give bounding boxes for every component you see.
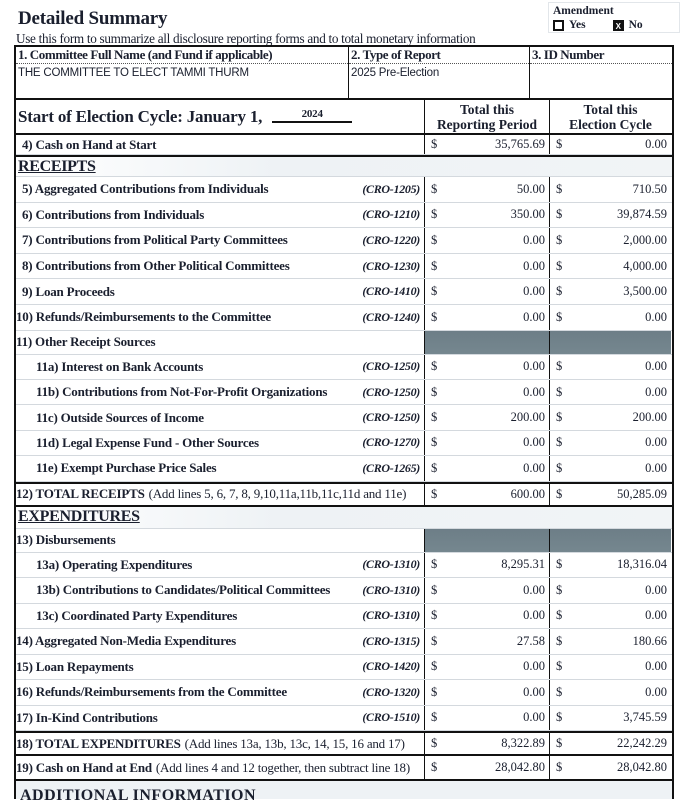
election-cycle-heading (16, 100, 424, 133)
currency-symbol: $ (431, 309, 438, 324)
report-type-label: 2. Type of Report (349, 47, 529, 64)
amount-period-cell[interactable] (424, 405, 549, 429)
amount-period-cell[interactable] (424, 680, 549, 705)
amount-period-cell[interactable] (424, 228, 549, 253)
amount-value: 35,765.69 (495, 137, 545, 151)
table-row-cash-end (16, 756, 672, 779)
column-header-cycle-line1: Total this (583, 102, 638, 117)
row-label: 5) Aggregated Contributions from Individuals (22, 181, 269, 197)
currency-symbol: $ (431, 486, 438, 501)
amount-period-cell[interactable] (424, 629, 549, 654)
amount-value: 0.00 (523, 659, 545, 674)
table-row (16, 553, 672, 579)
amount-cycle-cell[interactable] (549, 405, 671, 429)
amount-value: 50,285.09 (617, 486, 667, 501)
amendment-box (548, 2, 680, 33)
amount-period-cell[interactable] (424, 756, 549, 779)
amount-cycle-cell[interactable] (549, 355, 671, 379)
amount-value: 3,500.00 (623, 284, 667, 299)
amount-period-cell[interactable] (424, 177, 549, 202)
table-row (16, 279, 672, 305)
currency-symbol: $ (556, 309, 563, 324)
currency-symbol: $ (556, 557, 563, 572)
amount-value: 600.00 (510, 486, 545, 501)
amount-cycle-cell[interactable] (549, 484, 671, 505)
form-instructions: Use this form to summarize all disclosure reporting forms and to total monetary information (16, 31, 476, 46)
row-label-cell (16, 553, 424, 578)
form-code: (CRO-1205) (362, 181, 420, 196)
amount-value: 0.00 (645, 359, 667, 374)
form-code: (CRO-1315) (362, 633, 420, 648)
amount-value: 3,745.59 (623, 710, 667, 725)
amount-period-cell[interactable] (424, 355, 549, 379)
amount-value: 39,874.59 (617, 207, 667, 222)
form-code: (CRO-1310) (362, 557, 420, 572)
amount-period-cell[interactable] (424, 706, 549, 731)
amount-cycle-cell[interactable] (549, 756, 671, 779)
amount-value: 0.00 (523, 284, 545, 299)
currency-symbol: $ (556, 760, 563, 775)
amount-value: 4,000.00 (623, 258, 667, 273)
currency-symbol: $ (556, 137, 563, 151)
form-code: (CRO-1310) (362, 582, 420, 597)
amount-cycle-cell[interactable] (549, 629, 671, 654)
amount-cycle-cell[interactable] (549, 380, 671, 404)
amount-value: 0.00 (645, 684, 667, 699)
row-label: 11b) Contributions from Not-For-Profit Organizations (36, 384, 328, 400)
amount-value: 2,000.00 (623, 232, 667, 247)
currency-symbol: $ (556, 659, 563, 674)
amount-cycle-cell[interactable] (549, 203, 671, 228)
total-expenditures-note: (Add lines 13a, 13b, 13c, 14, 15, 16 and 17) (184, 735, 405, 751)
row-label-cell (16, 279, 424, 304)
currency-symbol: $ (431, 557, 438, 572)
form-code: (CRO-1310) (362, 608, 420, 623)
form-code: (CRO-1240) (362, 309, 420, 324)
table-row-cash-start (16, 135, 672, 155)
currency-symbol: $ (556, 608, 563, 623)
amount-period-cell[interactable] (424, 655, 549, 680)
amount-cycle-cell[interactable] (549, 135, 671, 154)
row-label-cell (16, 355, 424, 379)
amendment-no-checkbox[interactable] (613, 20, 624, 31)
column-header-period-line1: Total this (460, 102, 514, 117)
amount-value: 0.00 (523, 608, 545, 623)
amount-period-cell[interactable] (424, 305, 549, 330)
total-receipts-note: (Add lines 5, 6, 7, 8, 9,10,11a,11b,11c,11d and 11e) (148, 486, 407, 502)
currency-symbol: $ (556, 410, 563, 425)
row-label-cell (16, 655, 424, 680)
table-row (16, 203, 672, 229)
form-code: (CRO-1250) (362, 410, 420, 425)
election-cycle-label: Start of Election Cycle: January 1, (18, 106, 263, 126)
currency-symbol: $ (556, 359, 563, 374)
row-label: 15) Loan Repayments (16, 658, 134, 674)
currency-symbol: $ (431, 684, 438, 699)
table-row (16, 706, 672, 732)
total-receipts-label: 12) TOTAL RECEIPTS (16, 486, 145, 502)
form-code: (CRO-1210) (362, 207, 420, 222)
currency-symbol: $ (556, 582, 563, 597)
amount-value: 8,322.89 (501, 736, 545, 751)
row-label: 10) Refunds/Reimbursements to the Committee (16, 309, 271, 325)
amount-value: 50.00 (516, 181, 545, 196)
amount-value: 0.00 (645, 137, 667, 151)
amount-value: 0.00 (645, 435, 667, 450)
id-number-label: 3. ID Number (530, 47, 672, 64)
table-row (16, 629, 672, 655)
table-header-row (16, 100, 672, 135)
currency-symbol: $ (431, 582, 438, 597)
amount-cycle-cell[interactable] (549, 279, 671, 304)
row-label: 11) Other Receipt Sources (16, 334, 156, 350)
shaded-cell (549, 331, 671, 354)
section-heading-additional: ADDITIONAL INFORMATION (20, 787, 257, 805)
row-label: 8) Contributions from Other Political Committees (22, 258, 290, 274)
form-code: (CRO-1265) (362, 460, 420, 475)
id-number-field[interactable] (530, 64, 672, 70)
amount-cycle-cell[interactable] (549, 680, 671, 705)
shaded-cell (424, 331, 549, 354)
currency-symbol: $ (431, 760, 438, 775)
table-row (16, 254, 672, 280)
form-code: (CRO-1270) (362, 435, 420, 450)
table-row-total-expenditures (16, 731, 672, 756)
row-label-cell (16, 405, 424, 429)
currency-symbol: $ (431, 659, 438, 674)
table-row (16, 655, 672, 681)
row-label-cell (16, 431, 424, 455)
table-row (16, 604, 672, 630)
amount-value: 22,242.29 (617, 736, 667, 751)
section-receipts (16, 155, 672, 177)
section-heading-expenditures: EXPENDITURES (18, 508, 140, 526)
amount-value: 200.00 (510, 410, 545, 425)
currency-symbol: $ (431, 460, 438, 475)
currency-symbol: $ (431, 359, 438, 374)
row-label: 13c) Coordinated Party Expenditures (36, 607, 238, 623)
amount-value: 0.00 (645, 460, 667, 475)
row-label-cell (16, 254, 424, 279)
row-label: 7) Contributions from Political Party Committees (22, 232, 288, 248)
row-label-cell (16, 604, 424, 629)
report-type-cell (349, 47, 530, 98)
amount-value: 0.00 (645, 384, 667, 399)
row-label: 4) Cash on Hand at Start (22, 136, 157, 152)
currency-symbol: $ (431, 137, 438, 151)
amount-cycle-cell[interactable] (549, 553, 671, 578)
currency-symbol: $ (556, 232, 563, 247)
table-row (16, 578, 672, 604)
amendment-no-label: No (628, 19, 643, 31)
form-code: (CRO-1220) (362, 232, 420, 247)
row-label: 13) Disbursements (16, 532, 116, 548)
currency-symbol: $ (431, 633, 438, 648)
currency-symbol: $ (431, 736, 438, 751)
form-code: (CRO-1410) (362, 284, 420, 299)
amount-period-cell[interactable] (424, 431, 549, 455)
form-code: (CRO-1320) (362, 684, 420, 699)
form-code: (CRO-1420) (362, 659, 420, 674)
total-expenditures-label: 18) TOTAL EXPENDITURES (16, 735, 181, 751)
amount-value: 0.00 (523, 309, 545, 324)
currency-symbol: $ (556, 486, 563, 501)
amount-cycle-cell[interactable] (549, 655, 671, 680)
amendment-yes-checkbox[interactable] (553, 20, 564, 31)
amount-period-cell[interactable] (424, 380, 549, 404)
currency-symbol: $ (556, 736, 563, 751)
section-additional-information (16, 779, 672, 805)
amount-value: 28,042.80 (617, 760, 667, 775)
committee-name-cell (16, 47, 349, 98)
currency-symbol: $ (431, 384, 438, 399)
amount-value: 0.00 (523, 710, 545, 725)
amount-cycle-cell[interactable] (549, 228, 671, 253)
amount-value: 180.66 (632, 633, 667, 648)
amount-cycle-cell[interactable] (549, 706, 671, 731)
currency-symbol: $ (556, 207, 563, 222)
form-code: (CRO-1230) (362, 258, 420, 273)
table-row-disbursements (16, 529, 672, 553)
column-header-cycle-line2: Election Cycle (569, 117, 652, 132)
report-type-field[interactable]: 2025 Pre-Election (351, 67, 440, 79)
currency-symbol: $ (556, 284, 563, 299)
table-row (16, 355, 672, 380)
table-row (16, 177, 672, 203)
amount-cycle-cell[interactable] (549, 305, 671, 330)
currency-symbol: $ (556, 684, 563, 699)
row-label-cell (16, 578, 424, 603)
row-label: 9) Loan Proceeds (22, 283, 115, 299)
row-label: 11e) Exempt Purchase Price Sales (36, 460, 217, 476)
amount-value: 0.00 (523, 460, 545, 475)
amount-period-cell[interactable] (424, 484, 549, 505)
row-label-cell (16, 203, 424, 228)
form-code: (CRO-1510) (362, 710, 420, 725)
id-number-cell (530, 47, 672, 98)
currency-symbol: $ (431, 435, 438, 450)
row-label-cell (16, 305, 424, 330)
amount-value: 8,295.31 (501, 557, 545, 572)
amount-value: 28,042.80 (495, 760, 545, 775)
row-label-cell (16, 177, 424, 202)
committee-name-label: 1. Committee Full Name (and Fund if applicable) (16, 47, 348, 64)
amount-value: 0.00 (645, 659, 667, 674)
row-label: 11c) Outside Sources of Income (36, 409, 204, 425)
amount-period-cell[interactable] (424, 254, 549, 279)
table-row (16, 456, 672, 481)
table-row (16, 431, 672, 456)
amount-value: 710.50 (632, 181, 667, 196)
table-row (16, 305, 672, 331)
amount-value: 200.00 (632, 410, 667, 425)
amount-period-cell[interactable] (424, 135, 549, 154)
section-expenditures (16, 507, 672, 529)
amount-value: 0.00 (523, 435, 545, 450)
row-label (16, 733, 424, 754)
row-label: 6) Contributions from Individuals (22, 206, 205, 222)
row-label (16, 484, 424, 505)
currency-symbol: $ (431, 207, 438, 222)
amount-value: 0.00 (523, 684, 545, 699)
column-header-period (424, 100, 549, 133)
section-heading-receipts: RECEIPTS (18, 157, 96, 175)
row-label: 16) Refunds/Reimbursements from the Committee (16, 684, 287, 700)
form-code: (CRO-1250) (362, 384, 420, 399)
currency-symbol: $ (431, 410, 438, 425)
amount-value: 0.00 (645, 582, 667, 597)
cash-end-label: 19) Cash on Hand at End (16, 759, 152, 775)
currency-symbol: $ (431, 181, 438, 196)
row-label-cell (16, 456, 424, 480)
shaded-cell (549, 529, 671, 552)
currency-symbol: $ (431, 284, 438, 299)
amount-value: 0.00 (645, 309, 667, 324)
amount-value: 350.00 (510, 207, 545, 222)
amount-value: 0.00 (523, 232, 545, 247)
currency-symbol: $ (431, 608, 438, 623)
column-header-cycle (549, 100, 671, 133)
row-label: 13a) Operating Expenditures (36, 556, 193, 572)
amount-period-cell[interactable] (424, 578, 549, 603)
currency-symbol: $ (556, 258, 563, 273)
amount-value: 0.00 (523, 582, 545, 597)
amount-value: 0.00 (523, 384, 545, 399)
row-label: 11d) Legal Expense Fund - Other Sources (36, 434, 259, 450)
column-header-period-line2: Reporting Period (436, 117, 538, 132)
currency-symbol: $ (556, 384, 563, 399)
page-title: Detailed Summary (18, 8, 168, 29)
committee-name-field[interactable]: THE COMMITTEE TO ELECT TAMMI THURM (18, 67, 249, 79)
amount-cycle-cell[interactable] (549, 431, 671, 455)
table-row (16, 405, 672, 430)
form-code: (CRO-1250) (362, 359, 420, 374)
row-label (16, 756, 424, 779)
row-label: 17) In-Kind Contributions (16, 709, 158, 725)
election-cycle-year-field[interactable]: 2024 (272, 107, 352, 123)
amount-value: 0.00 (523, 258, 545, 273)
amount-cycle-cell[interactable] (549, 254, 671, 279)
amount-period-cell[interactable] (424, 733, 549, 754)
amount-value: 18,316.04 (617, 557, 667, 572)
currency-symbol: $ (556, 460, 563, 475)
row-label-cell (16, 380, 424, 404)
row-label: 14) Aggregated Non-Media Expenditures (16, 633, 236, 649)
shaded-cell (424, 529, 549, 552)
row-label-cell (16, 228, 424, 253)
currency-symbol: $ (556, 633, 563, 648)
amount-cycle-cell[interactable] (549, 604, 671, 629)
currency-symbol: $ (556, 181, 563, 196)
amount-period-cell[interactable] (424, 604, 549, 629)
amount-cycle-cell[interactable] (549, 733, 671, 754)
amount-cycle-cell[interactable] (549, 456, 671, 480)
row-label: 13b) Contributions to Candidates/Political Committees (36, 582, 331, 598)
table-row (16, 228, 672, 254)
amount-period-cell[interactable] (424, 456, 549, 480)
summary-table (14, 98, 674, 805)
row-label-cell (16, 680, 424, 705)
table-row-total-receipts (16, 482, 672, 507)
amount-period-cell[interactable] (424, 553, 549, 578)
amendment-label: Amendment (553, 5, 614, 17)
amount-period-cell[interactable] (424, 203, 549, 228)
amount-cycle-cell[interactable] (549, 177, 671, 202)
row-label: 11a) Interest on Bank Accounts (36, 358, 204, 374)
table-row-other-receipts (16, 331, 672, 355)
amount-value: 0.00 (523, 359, 545, 374)
table-row (16, 380, 672, 405)
currency-symbol: $ (431, 258, 438, 273)
table-row (16, 680, 672, 706)
amount-period-cell[interactable] (424, 279, 549, 304)
amount-value: 0.00 (645, 608, 667, 623)
row-label-cell (16, 706, 424, 731)
amendment-yes-label: Yes (569, 19, 586, 31)
committee-info-grid (14, 45, 674, 98)
currency-symbol: $ (431, 232, 438, 247)
currency-symbol: $ (556, 710, 563, 725)
row-label-cell (16, 629, 424, 654)
amount-value: 27.58 (516, 633, 545, 648)
currency-symbol: $ (556, 435, 563, 450)
cash-end-note: (Add lines 4 and 12 together, then subtract line 18) (155, 759, 410, 775)
currency-symbol: $ (431, 710, 438, 725)
amount-cycle-cell[interactable] (549, 578, 671, 603)
